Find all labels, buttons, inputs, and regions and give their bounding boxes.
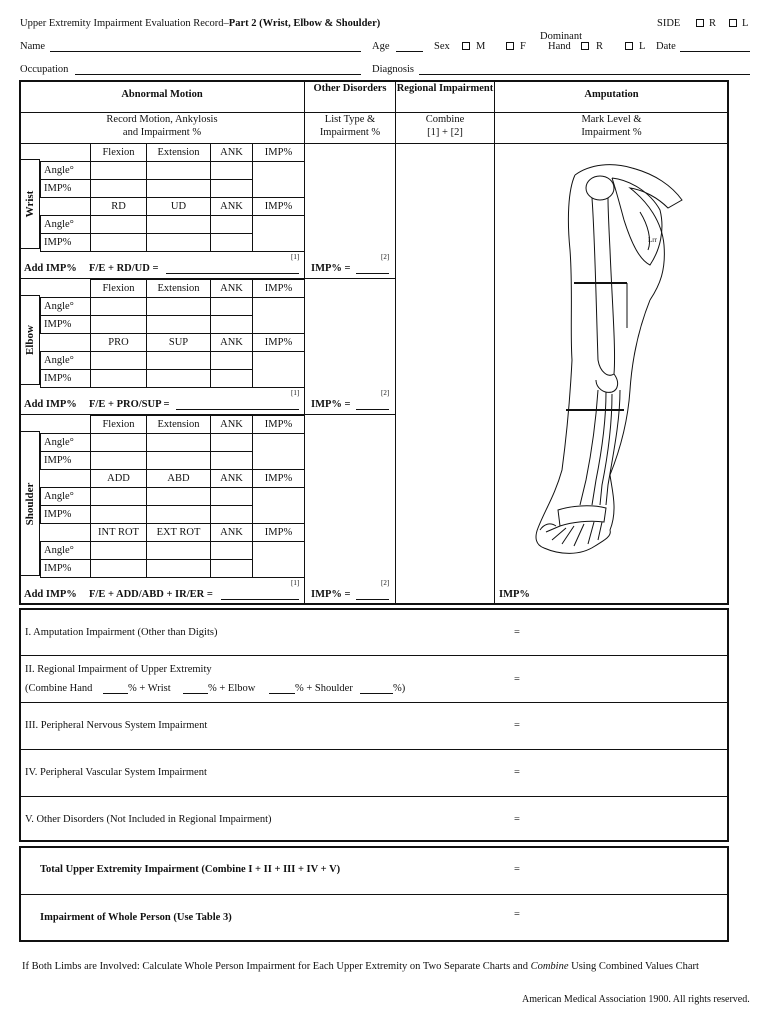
date-field[interactable] — [680, 51, 750, 52]
diagnosis-label: Diagnosis — [372, 64, 414, 75]
shoulder-aa-ank-angle-cell[interactable] — [211, 488, 253, 506]
wrist-fe-imp-label: IMP% — [41, 180, 91, 198]
and-impairment-label: and Impairment % — [122, 127, 202, 138]
both-limbs-note-em: Combine — [530, 961, 569, 972]
whole-person-eq: = — [514, 909, 520, 920]
side-l-label: L — [742, 18, 749, 29]
shoulder-abd-imp-cell[interactable] — [147, 506, 211, 524]
wrist-rd-imp-cell[interactable] — [91, 234, 147, 252]
elbow-extension-angle-cell[interactable] — [147, 298, 211, 316]
wrist-marker-1: [1] — [291, 253, 300, 261]
divider-amputation — [494, 80, 495, 605]
hand-l-checkbox[interactable] — [625, 42, 633, 50]
wrist-ank-header-2: ANK — [211, 198, 253, 216]
shoulder-formula: F/E + ADD/ABD + IR/ER = — [89, 589, 213, 600]
summary-nervous-eq: = — [514, 720, 520, 731]
form-title-plain: Upper Extremity Impairment Evaluation Record– — [20, 18, 229, 29]
summary-other-eq: = — [514, 814, 520, 825]
wrist-flexion-imp-cell[interactable] — [91, 180, 147, 198]
svg-text:Lrr: Lrr — [648, 236, 657, 244]
shoulder-rot-angle-label: Angle° — [41, 542, 91, 560]
amputation-impairment-label: Impairment % — [581, 127, 642, 138]
elbow-sup-angle-cell[interactable] — [147, 352, 211, 370]
elbow-fe-angle-label: Angle° — [41, 298, 91, 316]
combine-label: Combine — [425, 114, 465, 125]
side-l-checkbox[interactable] — [729, 19, 737, 27]
wrist-marker-2: [2] — [381, 253, 390, 261]
summary-rule-2 — [20, 702, 728, 703]
amputation-header: Amputation — [584, 89, 639, 100]
wrist-section-label: Wrist — [24, 190, 36, 218]
side-r-checkbox[interactable] — [696, 19, 704, 27]
wrist-rdud-ank-imp-cell[interactable] — [211, 234, 253, 252]
shoulder-add-imp-label: Add IMP% — [24, 589, 77, 600]
summary-shoulder-label: % + Shoulder — [295, 683, 353, 694]
shoulder-extension-imp-cell[interactable] — [147, 452, 211, 470]
elbow-fe-imp-label: IMP% — [41, 316, 91, 334]
amputation-imp-label: IMP% — [499, 589, 530, 600]
total-upper-extremity-label: Total Upper Extremity Impairment (Combine I + II + III + IV + V) — [40, 864, 341, 875]
both-limbs-note — [22, 962, 699, 973]
whole-person-label: Impairment of Whole Person (Use Table 3) — [40, 912, 232, 923]
hand-r-checkbox[interactable] — [581, 42, 589, 50]
sex-f-label: F — [520, 41, 526, 52]
shoulder-imp-header-2: IMP% — [253, 470, 305, 488]
elbow-flexion-header: Flexion — [91, 280, 147, 298]
wrist-rdud-imp-label: IMP% — [41, 234, 91, 252]
elbow-extension-header: Extension — [147, 280, 211, 298]
wrist-flexion-header: Flexion — [91, 144, 147, 162]
shoulder-rot-imp-cell[interactable] — [253, 542, 305, 578]
wrist-ank-header: ANK — [211, 144, 253, 162]
summary-wrist-label: % + Wrist — [128, 683, 171, 694]
summary-other-label: V. Other Disorders (Not Included in Regional Impairment) — [25, 814, 272, 825]
combine-formula: [1] + [2] — [427, 127, 463, 138]
shoulder-aa-imp-cell[interactable] — [253, 488, 305, 524]
form-title — [20, 19, 380, 30]
elbow-ps-imp-cell[interactable] — [253, 352, 305, 388]
other-disorders-header-a: Other Disorders — [313, 83, 387, 94]
wrist-rd-header: RD — [91, 198, 147, 216]
name-label: Name — [20, 41, 46, 52]
wrist-rd-angle-cell[interactable] — [91, 216, 147, 234]
shoulder-rot-ank-imp-cell[interactable] — [211, 560, 253, 578]
list-type-label: List Type & — [324, 114, 376, 125]
wrist-formula: F/E + RD/UD = — [89, 263, 159, 274]
elbow-ank-header-2: ANK — [211, 334, 253, 352]
occupation-label: Occupation — [20, 64, 69, 75]
summary-nervous-label: III. Peripheral Nervous System Impairment — [25, 720, 208, 731]
wrist-ud-header: UD — [147, 198, 211, 216]
occupation-field[interactable] — [75, 74, 361, 75]
summary-regional-eq: = — [514, 674, 520, 685]
wrist-fe-ank-angle-cell[interactable] — [211, 162, 253, 180]
both-limbs-note-a: If Both Limbs are Involved: Calculate Whole Person Impairment for Each Upper Extremity on Two Separate Charts and — [22, 961, 531, 972]
shoulder-flexion-angle-cell[interactable] — [91, 434, 147, 452]
wrist-add-imp-label: Add IMP% — [24, 263, 77, 274]
divider-regional — [395, 80, 396, 605]
sex-m-checkbox[interactable] — [462, 42, 470, 50]
elbow-sup-header: SUP — [147, 334, 211, 352]
elbow-other-imp-field[interactable] — [356, 409, 389, 410]
elbow-flexion-imp-cell[interactable] — [91, 316, 147, 334]
regional-impairment-header: Regional Impairment — [396, 83, 494, 94]
side-r-label: R — [709, 18, 717, 29]
impairment-pct-label: Impairment % — [319, 127, 381, 138]
summary-hand-field[interactable] — [103, 693, 128, 694]
wrist-ud-imp-cell[interactable] — [147, 234, 211, 252]
hand-r-label: R — [596, 41, 604, 52]
summary-combine-hand-label: (Combine Hand — [25, 683, 93, 694]
sex-label: Sex — [434, 41, 450, 52]
summary-rule-3 — [20, 749, 728, 750]
shoulder-aa-ank-imp-cell[interactable] — [211, 506, 253, 524]
shoulder-extension-angle-cell[interactable] — [147, 434, 211, 452]
shoulder-ank-header-3: ANK — [211, 524, 253, 542]
elbow-section-label: Elbow — [24, 325, 36, 355]
shoulder-marker-2: [2] — [381, 579, 390, 587]
wrist-rdud-ank-angle-cell[interactable] — [211, 216, 253, 234]
shoulder-ank-header-2: ANK — [211, 470, 253, 488]
shoulder-aa-angle-label: Angle° — [41, 488, 91, 506]
elbow-ps-angle-label: Angle° — [41, 352, 91, 370]
shoulder-extension-header: Extension — [147, 416, 211, 434]
mark-level-label: Mark Level & — [581, 114, 642, 125]
wrist-imp-header: IMP% — [253, 144, 305, 162]
elbow-formula: F/E + PRO/SUP = — [89, 399, 170, 410]
summary-rule-1 — [20, 655, 728, 656]
elbow-ps-imp-label: IMP% — [41, 370, 91, 388]
shoulder-rot-imp-label: IMP% — [41, 560, 91, 578]
elbow-pro-angle-cell[interactable] — [91, 352, 147, 370]
shoulder-total-field[interactable] — [221, 599, 299, 600]
both-limbs-note-b: Using Combined Values Chart — [568, 961, 699, 972]
wrist-fe-ank-imp-cell[interactable] — [211, 180, 253, 198]
shoulder-motion-grid — [40, 415, 305, 578]
elbow-flexion-angle-cell[interactable] — [91, 298, 147, 316]
wrist-fe-imp-cell[interactable] — [253, 162, 305, 198]
wrist-extension-imp-cell[interactable] — [147, 180, 211, 198]
shoulder-int-rot-header: INT ROT — [91, 524, 147, 542]
name-field[interactable] — [50, 51, 361, 52]
wrist-motion-grid — [40, 143, 305, 252]
totals-rule — [20, 894, 728, 895]
form-title-bold: Part 2 (Wrist, Elbow & Shoulder) — [228, 18, 381, 29]
shoulder-abd-header: ABD — [147, 470, 211, 488]
shoulder-imp-header: IMP% — [253, 416, 305, 434]
wrist-ud-angle-cell[interactable] — [147, 216, 211, 234]
summary-amputation-eq: = — [514, 627, 520, 638]
elbow-fe-imp-cell[interactable] — [253, 298, 305, 334]
summary-combine-end: %) — [393, 683, 406, 694]
shoulder-fe-imp-label: IMP% — [41, 452, 91, 470]
hand-label: Hand — [548, 41, 571, 52]
shoulder-ext-rot-angle-cell[interactable] — [147, 542, 211, 560]
summary-shoulder-field[interactable] — [360, 693, 393, 694]
diagnosis-field[interactable] — [419, 74, 750, 75]
elbow-pro-imp-cell[interactable] — [91, 370, 147, 388]
dominant-label: Dominant — [540, 31, 582, 42]
shoulder-add-angle-cell[interactable] — [91, 488, 147, 506]
shoulder-flexion-header: Flexion — [91, 416, 147, 434]
sex-m-label: M — [476, 41, 486, 52]
wrist-imp-eq-label: IMP% = — [311, 263, 351, 274]
age-field[interactable] — [396, 51, 423, 52]
header-rule — [20, 112, 728, 113]
elbow-pro-header: PRO — [91, 334, 147, 352]
shoulder-other-imp-field[interactable] — [356, 599, 389, 600]
elbow-ps-ank-angle-cell[interactable] — [211, 352, 253, 370]
elbow-marker-2: [2] — [381, 389, 390, 397]
shoulder-ext-rot-imp-cell[interactable] — [147, 560, 211, 578]
shoulder-aa-imp-label: IMP% — [41, 506, 91, 524]
shoulder-fe-ank-imp-cell[interactable] — [211, 452, 253, 470]
total-upper-extremity-eq: = — [514, 864, 520, 875]
wrist-flexion-angle-cell[interactable] — [91, 162, 147, 180]
shoulder-section-label: Shoulder — [24, 482, 36, 526]
age-label: Age — [372, 41, 390, 52]
shoulder-abd-angle-cell[interactable] — [147, 488, 211, 506]
copyright-notice: American Medical Association 1900. All rights reserved. — [522, 994, 750, 1005]
wrist-total-field[interactable] — [166, 273, 299, 274]
sex-f-checkbox[interactable] — [506, 42, 514, 50]
shoulder-imp-eq-label: IMP% = — [311, 589, 351, 600]
shoulder-fe-angle-label: Angle° — [41, 434, 91, 452]
wrist-fe-angle-label: Angle° — [41, 162, 91, 180]
elbow-fe-ank-angle-cell[interactable] — [211, 298, 253, 316]
shoulder-ank-header: ANK — [211, 416, 253, 434]
elbow-motion-grid — [40, 279, 305, 388]
shoulder-add-header: ADD — [91, 470, 147, 488]
shoulder-marker-1: [1] — [291, 579, 300, 587]
summary-vascular-label: IV. Peripheral Vascular System Impairment — [25, 767, 207, 778]
wrist-extension-angle-cell[interactable] — [147, 162, 211, 180]
shoulder-flexion-imp-cell[interactable] — [91, 452, 147, 470]
shoulder-ext-rot-header: EXT ROT — [147, 524, 211, 542]
elbow-imp-header-2: IMP% — [253, 334, 305, 352]
elbow-total-field[interactable] — [176, 409, 299, 410]
shoulder-rot-ank-angle-cell[interactable] — [211, 542, 253, 560]
summary-amputation-label: I. Amputation Impairment (Other than Digits) — [25, 627, 218, 638]
shoulder-fe-imp-cell[interactable] — [253, 434, 305, 470]
elbow-marker-1: [1] — [291, 389, 300, 397]
wrist-extension-header: Extension — [147, 144, 211, 162]
summary-elbow-field[interactable] — [269, 693, 295, 694]
date-label: Date — [656, 41, 676, 52]
shoulder-int-rot-angle-cell[interactable] — [91, 542, 147, 560]
elbow-imp-eq-label: IMP% = — [311, 399, 351, 410]
side-label: SIDE — [657, 18, 681, 29]
summary-vascular-eq: = — [514, 767, 520, 778]
wrist-imp-header-2: IMP% — [253, 198, 305, 216]
shoulder-int-rot-imp-cell[interactable] — [91, 560, 147, 578]
elbow-fe-ank-imp-cell[interactable] — [211, 316, 253, 334]
elbow-sup-imp-cell[interactable] — [147, 370, 211, 388]
record-motion-label: Record Motion, Ankylosis — [106, 114, 218, 125]
summary-regional-label: II. Regional Impairment of Upper Extremity — [25, 664, 212, 675]
elbow-extension-imp-cell[interactable] — [147, 316, 211, 334]
abnormal-motion-header: Abnormal Motion — [121, 89, 203, 100]
wrist-rdud-imp-cell[interactable] — [253, 216, 305, 252]
wrist-rdud-angle-label: Angle° — [41, 216, 91, 234]
shoulder-imp-header-3: IMP% — [253, 524, 305, 542]
elbow-ank-header: ANK — [211, 280, 253, 298]
elbow-add-imp-label: Add IMP% — [24, 399, 77, 410]
shoulder-add-imp-cell[interactable] — [91, 506, 147, 524]
wrist-other-imp-field[interactable] — [356, 273, 389, 274]
elbow-imp-header: IMP% — [253, 280, 305, 298]
shoulder-fe-ank-angle-cell[interactable] — [211, 434, 253, 452]
elbow-ps-ank-imp-cell[interactable] — [211, 370, 253, 388]
summary-rule-4 — [20, 796, 728, 797]
hand-l-label: L — [639, 41, 646, 52]
summary-elbow-label: % + Elbow — [208, 683, 256, 694]
arm-skeleton-diagram — [500, 150, 720, 570]
summary-wrist-field[interactable] — [183, 693, 208, 694]
